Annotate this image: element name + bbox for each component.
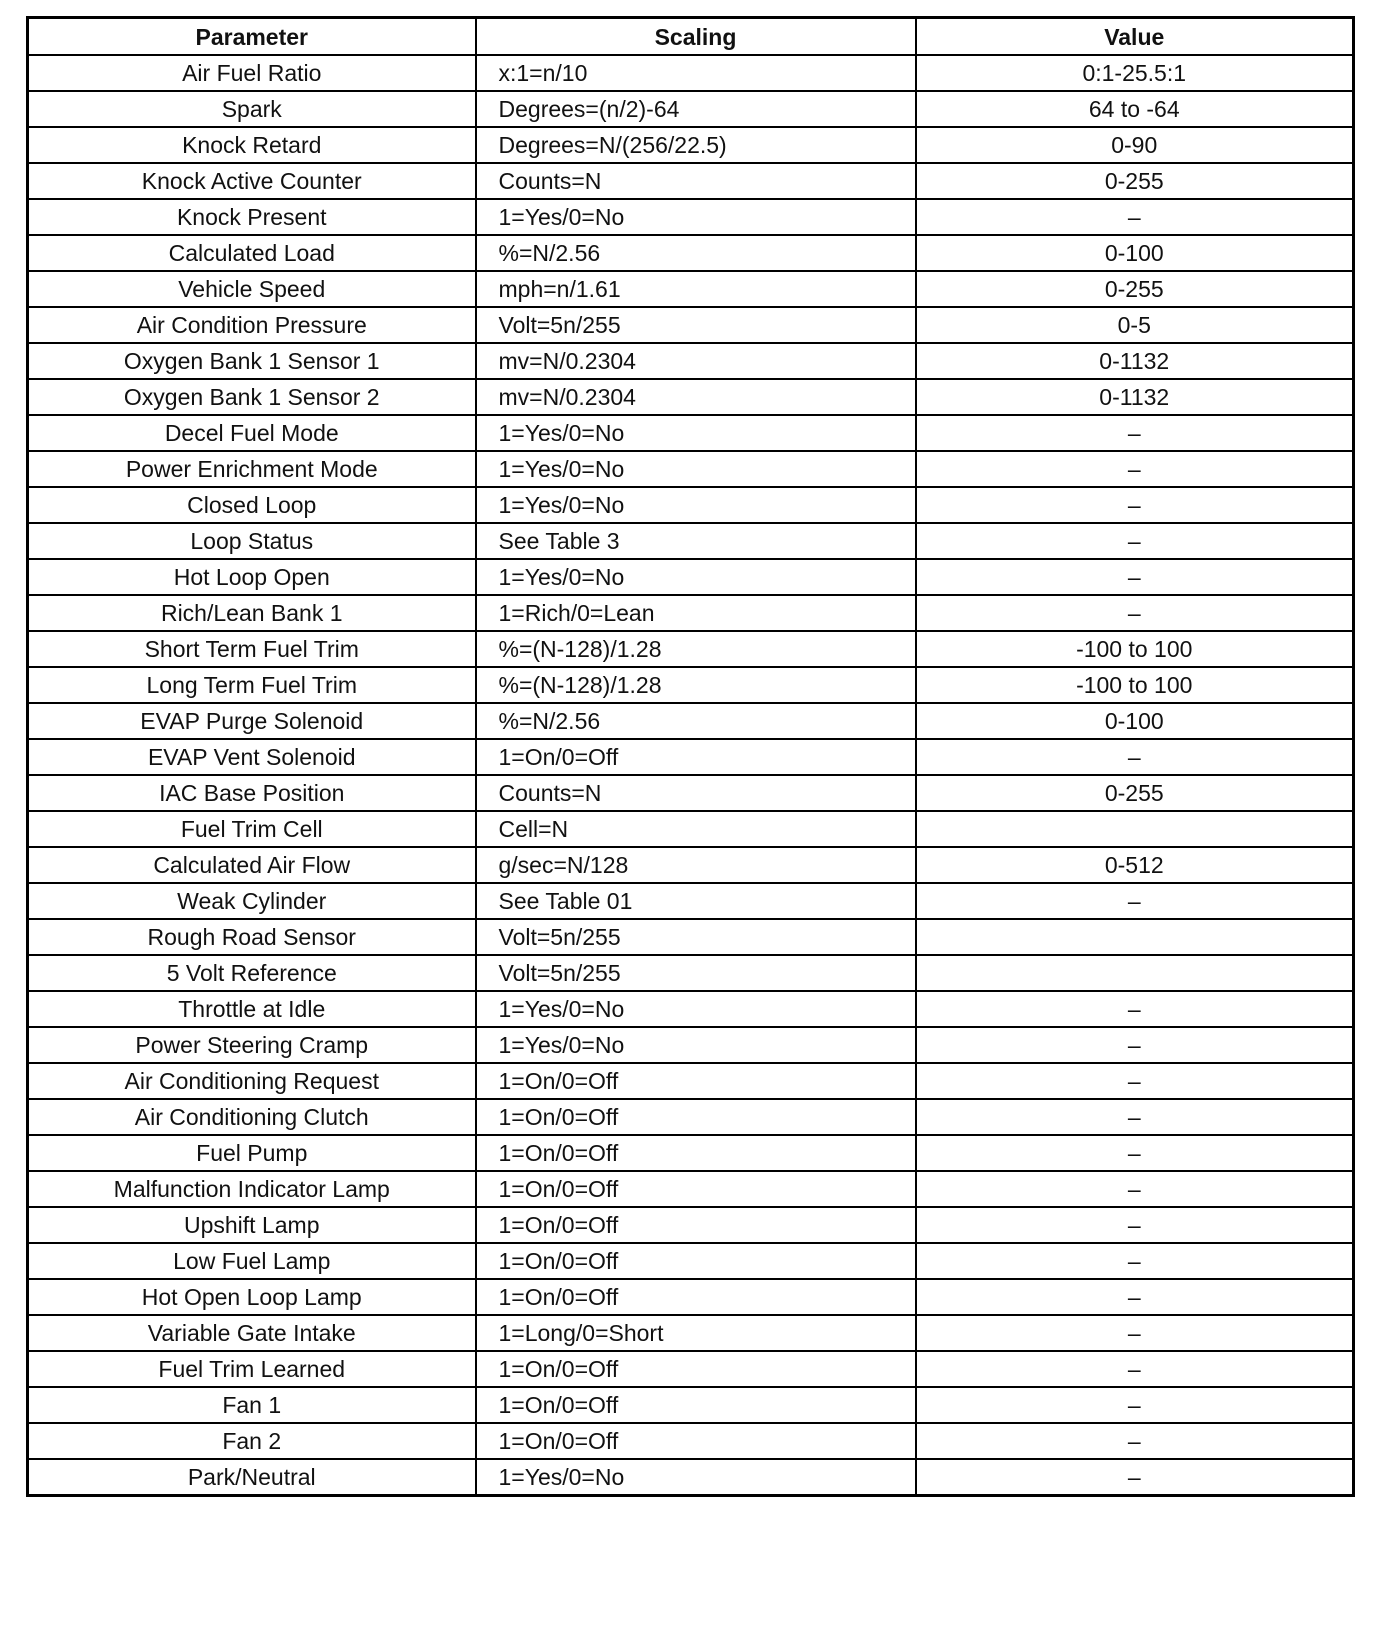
cell-value: 0-100 xyxy=(916,235,1354,271)
cell-scaling: Counts=N xyxy=(476,775,916,811)
table-row xyxy=(28,775,1354,811)
cell-value: – xyxy=(916,1027,1354,1063)
cell-value: – xyxy=(916,1423,1354,1459)
cell-value: 0-255 xyxy=(916,271,1354,307)
table-header xyxy=(28,18,1354,56)
cell-scaling: 1=Yes/0=No xyxy=(476,1459,916,1496)
table-row xyxy=(28,847,1354,883)
table-row xyxy=(28,199,1354,235)
cell-parameter: Rough Road Sensor xyxy=(28,919,476,955)
cell-scaling: 1=On/0=Off xyxy=(476,1279,916,1315)
cell-parameter: EVAP Purge Solenoid xyxy=(28,703,476,739)
cell-scaling: g/sec=N/128 xyxy=(476,847,916,883)
cell-scaling: 1=On/0=Off xyxy=(476,739,916,775)
cell-value: -100 to 100 xyxy=(916,667,1354,703)
cell-value: 0:1-25.5:1 xyxy=(916,55,1354,91)
table-row xyxy=(28,1423,1354,1459)
table-row xyxy=(28,271,1354,307)
table-row xyxy=(28,739,1354,775)
cell-scaling: 1=Yes/0=No xyxy=(476,199,916,235)
cell-scaling: 1=Long/0=Short xyxy=(476,1315,916,1351)
table-row xyxy=(28,1099,1354,1135)
cell-parameter: Decel Fuel Mode xyxy=(28,415,476,451)
cell-parameter: Hot Open Loop Lamp xyxy=(28,1279,476,1315)
cell-value: – xyxy=(916,1135,1354,1171)
cell-value: – xyxy=(916,451,1354,487)
cell-scaling: 1=Yes/0=No xyxy=(476,559,916,595)
header-value: Value xyxy=(916,18,1354,56)
cell-parameter: Oxygen Bank 1 Sensor 2 xyxy=(28,379,476,415)
table-row xyxy=(28,487,1354,523)
table-row xyxy=(28,235,1354,271)
cell-value xyxy=(916,811,1354,847)
cell-value: – xyxy=(916,595,1354,631)
cell-value: – xyxy=(916,1207,1354,1243)
cell-scaling: See Table 3 xyxy=(476,523,916,559)
cell-parameter: Fuel Trim Learned xyxy=(28,1351,476,1387)
table-row xyxy=(28,1027,1354,1063)
cell-value: – xyxy=(916,1063,1354,1099)
cell-parameter: Fan 1 xyxy=(28,1387,476,1423)
table-row xyxy=(28,1459,1354,1496)
cell-parameter: Power Enrichment Mode xyxy=(28,451,476,487)
cell-parameter: Calculated Load xyxy=(28,235,476,271)
cell-value: 0-90 xyxy=(916,127,1354,163)
cell-parameter: Throttle at Idle xyxy=(28,991,476,1027)
table-row xyxy=(28,1207,1354,1243)
cell-parameter: Weak Cylinder xyxy=(28,883,476,919)
cell-scaling: 1=On/0=Off xyxy=(476,1135,916,1171)
cell-scaling: 1=On/0=Off xyxy=(476,1063,916,1099)
cell-scaling: 1=On/0=Off xyxy=(476,1099,916,1135)
cell-value: – xyxy=(916,1099,1354,1135)
cell-parameter: Malfunction Indicator Lamp xyxy=(28,1171,476,1207)
table-row xyxy=(28,523,1354,559)
table-row xyxy=(28,91,1354,127)
cell-scaling: 1=Yes/0=No xyxy=(476,991,916,1027)
cell-parameter: Spark xyxy=(28,91,476,127)
cell-parameter: Vehicle Speed xyxy=(28,271,476,307)
cell-value: – xyxy=(916,415,1354,451)
cell-parameter: Knock Retard xyxy=(28,127,476,163)
table-row xyxy=(28,595,1354,631)
cell-scaling: Degrees=(n/2)-64 xyxy=(476,91,916,127)
table-row xyxy=(28,127,1354,163)
cell-scaling: 1=Rich/0=Lean xyxy=(476,595,916,631)
cell-parameter: Air Conditioning Clutch xyxy=(28,1099,476,1135)
cell-value: – xyxy=(916,883,1354,919)
cell-value: – xyxy=(916,739,1354,775)
cell-parameter: Air Condition Pressure xyxy=(28,307,476,343)
cell-parameter: Park/Neutral xyxy=(28,1459,476,1496)
cell-value: – xyxy=(916,1387,1354,1423)
table-row xyxy=(28,55,1354,91)
cell-scaling: mph=n/1.61 xyxy=(476,271,916,307)
table-row xyxy=(28,991,1354,1027)
table-row xyxy=(28,379,1354,415)
cell-value: – xyxy=(916,199,1354,235)
cell-value: 0-5 xyxy=(916,307,1354,343)
cell-value: – xyxy=(916,1243,1354,1279)
cell-scaling: 1=On/0=Off xyxy=(476,1207,916,1243)
table-row xyxy=(28,343,1354,379)
table-row xyxy=(28,1171,1354,1207)
cell-parameter: Air Conditioning Request xyxy=(28,1063,476,1099)
cell-parameter: Calculated Air Flow xyxy=(28,847,476,883)
table-row xyxy=(28,1387,1354,1423)
cell-parameter: Hot Loop Open xyxy=(28,559,476,595)
table-row xyxy=(28,1063,1354,1099)
table-row xyxy=(28,415,1354,451)
table-row xyxy=(28,667,1354,703)
cell-parameter: 5 Volt Reference xyxy=(28,955,476,991)
cell-scaling: 1=On/0=Off xyxy=(476,1243,916,1279)
cell-parameter: Low Fuel Lamp xyxy=(28,1243,476,1279)
cell-scaling: Cell=N xyxy=(476,811,916,847)
cell-value: 64 to -64 xyxy=(916,91,1354,127)
cell-value xyxy=(916,955,1354,991)
cell-parameter: Rich/Lean Bank 1 xyxy=(28,595,476,631)
cell-value: – xyxy=(916,1351,1354,1387)
cell-value: 0-512 xyxy=(916,847,1354,883)
cell-parameter: Oxygen Bank 1 Sensor 1 xyxy=(28,343,476,379)
cell-scaling: %=(N-128)/1.28 xyxy=(476,631,916,667)
cell-parameter: Fan 2 xyxy=(28,1423,476,1459)
table-row xyxy=(28,1279,1354,1315)
cell-scaling: 1=On/0=Off xyxy=(476,1387,916,1423)
cell-value: – xyxy=(916,991,1354,1027)
table-row xyxy=(28,955,1354,991)
cell-value: – xyxy=(916,559,1354,595)
cell-scaling: 1=Yes/0=No xyxy=(476,1027,916,1063)
cell-parameter: Air Fuel Ratio xyxy=(28,55,476,91)
cell-scaling: Volt=5n/255 xyxy=(476,955,916,991)
cell-value: 0-1132 xyxy=(916,379,1354,415)
table-row xyxy=(28,1243,1354,1279)
cell-parameter: Knock Present xyxy=(28,199,476,235)
cell-scaling: %=N/2.56 xyxy=(476,235,916,271)
cell-scaling: 1=On/0=Off xyxy=(476,1423,916,1459)
cell-scaling: mv=N/0.2304 xyxy=(476,379,916,415)
cell-scaling: 1=On/0=Off xyxy=(476,1171,916,1207)
cell-value: – xyxy=(916,1315,1354,1351)
cell-scaling: 1=On/0=Off xyxy=(476,1351,916,1387)
cell-value: 0-100 xyxy=(916,703,1354,739)
cell-scaling: x:1=n/10 xyxy=(476,55,916,91)
parameter-table xyxy=(26,16,1355,1497)
table-row xyxy=(28,451,1354,487)
cell-parameter: Long Term Fuel Trim xyxy=(28,667,476,703)
table-body xyxy=(28,55,1354,1496)
cell-parameter: Fuel Trim Cell xyxy=(28,811,476,847)
cell-scaling: 1=Yes/0=No xyxy=(476,451,916,487)
cell-scaling: %=(N-128)/1.28 xyxy=(476,667,916,703)
cell-parameter: EVAP Vent Solenoid xyxy=(28,739,476,775)
table-row xyxy=(28,703,1354,739)
table-row xyxy=(28,307,1354,343)
header-scaling: Scaling xyxy=(476,18,916,56)
cell-scaling: mv=N/0.2304 xyxy=(476,343,916,379)
table-row xyxy=(28,631,1354,667)
cell-value: – xyxy=(916,523,1354,559)
table-row xyxy=(28,1315,1354,1351)
cell-value xyxy=(916,919,1354,955)
cell-value: – xyxy=(916,487,1354,523)
cell-parameter: Fuel Pump xyxy=(28,1135,476,1171)
cell-scaling: 1=Yes/0=No xyxy=(476,415,916,451)
table-row xyxy=(28,883,1354,919)
cell-scaling: Counts=N xyxy=(476,163,916,199)
table-row xyxy=(28,163,1354,199)
cell-value: 0-255 xyxy=(916,163,1354,199)
cell-parameter: IAC Base Position xyxy=(28,775,476,811)
cell-value: 0-1132 xyxy=(916,343,1354,379)
cell-scaling: %=N/2.56 xyxy=(476,703,916,739)
cell-parameter: Power Steering Cramp xyxy=(28,1027,476,1063)
cell-parameter: Upshift Lamp xyxy=(28,1207,476,1243)
cell-parameter: Knock Active Counter xyxy=(28,163,476,199)
table-row xyxy=(28,811,1354,847)
cell-value: 0-255 xyxy=(916,775,1354,811)
header-parameter: Parameter xyxy=(28,18,476,56)
table-row xyxy=(28,919,1354,955)
cell-parameter: Loop Status xyxy=(28,523,476,559)
cell-scaling: Degrees=N/(256/22.5) xyxy=(476,127,916,163)
cell-parameter: Variable Gate Intake xyxy=(28,1315,476,1351)
cell-value: -100 to 100 xyxy=(916,631,1354,667)
cell-parameter: Closed Loop xyxy=(28,487,476,523)
cell-parameter: Short Term Fuel Trim xyxy=(28,631,476,667)
header-row xyxy=(28,18,1354,56)
table-row xyxy=(28,1351,1354,1387)
table-row xyxy=(28,1135,1354,1171)
cell-scaling: See Table 01 xyxy=(476,883,916,919)
cell-scaling: Volt=5n/255 xyxy=(476,307,916,343)
table-row xyxy=(28,559,1354,595)
cell-value: – xyxy=(916,1171,1354,1207)
cell-scaling: Volt=5n/255 xyxy=(476,919,916,955)
cell-value: – xyxy=(916,1459,1354,1496)
cell-value: – xyxy=(916,1279,1354,1315)
cell-scaling: 1=Yes/0=No xyxy=(476,487,916,523)
